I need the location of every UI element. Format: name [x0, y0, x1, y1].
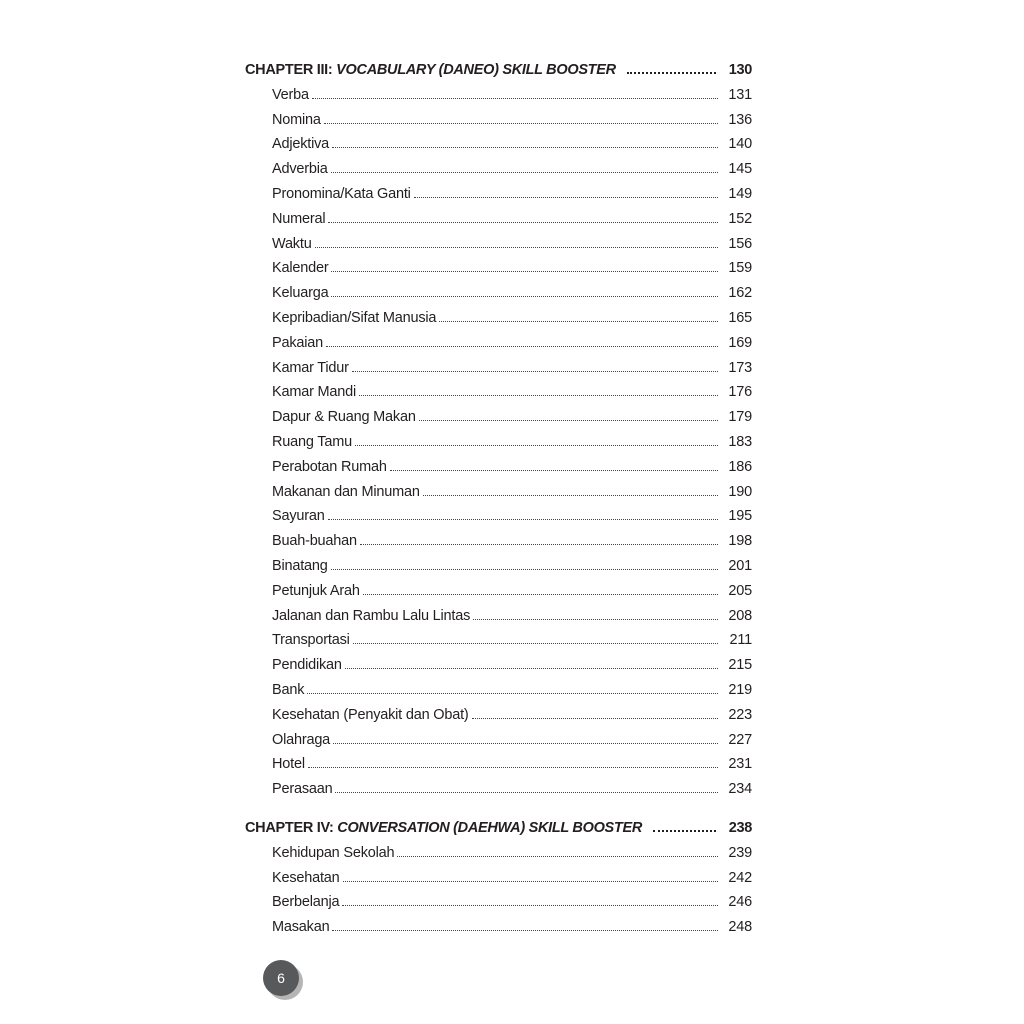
chapter-heading[interactable]: [245, 62, 752, 87]
dot-leader: [359, 395, 718, 396]
toc-entry[interactable]: [245, 732, 752, 757]
toc-entry[interactable]: [245, 434, 752, 459]
dot-leader: [324, 123, 718, 124]
toc-entry-page-number: 231: [728, 756, 752, 773]
toc-entry[interactable]: [245, 136, 752, 161]
page-number: 6: [263, 960, 299, 996]
dot-leader: [335, 792, 718, 793]
toc-entry-page-number: 145: [728, 161, 752, 178]
toc-entry-label: Pronomina/Kata Ganti: [272, 185, 411, 202]
toc-entry-label: Perasaan: [272, 781, 333, 798]
chapter-prefix: CHAPTER IV:: [245, 819, 338, 836]
toc-entry[interactable]: [245, 756, 752, 781]
dot-leader: [332, 930, 718, 931]
toc-entry-label: Adjektiva: [272, 136, 330, 153]
toc-entry[interactable]: [245, 657, 752, 682]
toc-entry-page-number: 201: [728, 557, 752, 574]
toc-entry[interactable]: [245, 508, 752, 533]
toc-entry-page-number: 198: [728, 533, 752, 550]
toc-entry[interactable]: [245, 211, 752, 236]
dot-leader: [326, 346, 718, 347]
dot-leader: [328, 519, 718, 520]
toc-entry-label: Kamar Mandi: [272, 384, 357, 401]
toc-entry-label: Berbelanja: [272, 894, 340, 911]
dot-leader: [331, 271, 718, 272]
chapter-name: CONVERSATION (DAEHWA) SKILL BOOSTER: [337, 819, 643, 836]
toc-entry-label: Makanan dan Minuman: [272, 483, 420, 500]
dot-leader: [423, 495, 718, 496]
dot-leader: [331, 296, 718, 297]
toc-entry-label: Keluarga: [272, 285, 329, 302]
toc-entry[interactable]: [245, 781, 752, 806]
toc-entry[interactable]: [245, 558, 752, 583]
toc-entry[interactable]: [245, 310, 752, 335]
dot-leader: [328, 222, 718, 223]
toc-entry[interactable]: [245, 845, 752, 870]
toc-entry-page-number: 159: [728, 260, 752, 277]
toc-entry-page-number: 242: [728, 869, 752, 886]
toc-entry-label: Dapur & Ruang Makan: [272, 409, 416, 426]
dot-leader: [343, 881, 718, 882]
toc-entry-label: Olahraga: [272, 731, 331, 748]
toc-entry[interactable]: [245, 161, 752, 186]
table-of-contents: [245, 62, 752, 944]
dot-leader: [355, 445, 718, 446]
dot-leader: [352, 371, 718, 372]
toc-entry[interactable]: [245, 236, 752, 261]
toc-entry-page-number: 173: [728, 359, 752, 376]
toc-entry-page-number: 176: [728, 384, 752, 401]
toc-entry-label: Pakaian: [272, 334, 323, 351]
dot-leader: [472, 718, 718, 719]
dot-leader: [414, 197, 718, 198]
toc-entry[interactable]: [245, 707, 752, 732]
dot-leader: [315, 247, 718, 248]
dot-leader: [345, 668, 718, 669]
toc-entry-page-number: 190: [728, 483, 752, 500]
dot-leader: [331, 569, 718, 570]
toc-entry-page-number: 169: [728, 334, 752, 351]
dot-leader: [439, 321, 718, 322]
toc-entry-label: Nomina: [272, 111, 321, 128]
toc-entry-label: Verba: [272, 86, 309, 103]
toc-entry-page-number: 179: [728, 409, 752, 426]
dot-leader: [627, 72, 716, 74]
chapter-title: [245, 62, 619, 78]
dot-leader: [363, 594, 718, 595]
dot-leader: [653, 830, 716, 832]
dot-leader: [353, 643, 718, 644]
toc-entry-page-number: 195: [728, 508, 752, 525]
toc-entry-label: Binatang: [272, 557, 328, 574]
toc-entry-label: Bank: [272, 681, 305, 698]
dot-leader: [331, 172, 718, 173]
toc-entry-page-number: 165: [728, 309, 752, 326]
toc-entry-label: Petunjuk Arah: [272, 582, 360, 599]
toc-entry-label: Jalanan dan Rambu Lalu Lintas: [272, 607, 471, 624]
toc-entry[interactable]: [245, 894, 752, 919]
toc-entry[interactable]: [245, 87, 752, 112]
toc-entry-page-number: 162: [728, 285, 752, 302]
dot-leader: [332, 147, 718, 148]
toc-entry-label: Kehidupan Sekolah: [272, 844, 395, 861]
chapter-title: [245, 820, 645, 836]
toc-entry[interactable]: [245, 632, 752, 657]
toc-entry-page-number: 149: [728, 185, 752, 202]
toc-entry-label: Pendidikan: [272, 657, 342, 674]
toc-entry-page-number: 208: [728, 607, 752, 624]
toc-entry-page-number: 131: [728, 86, 752, 103]
toc-entry-page-number: 136: [728, 111, 752, 128]
dot-leader: [342, 905, 718, 906]
dot-leader: [307, 693, 718, 694]
toc-entry-label: Transportasi: [272, 632, 350, 649]
chapter-page-number: 238: [728, 819, 752, 836]
toc-entry-label: Buah-buahan: [272, 533, 357, 550]
toc-entry-label: Masakan: [272, 919, 330, 936]
dot-leader: [419, 420, 718, 421]
chapter-heading[interactable]: [245, 820, 752, 845]
toc-entry-page-number: 186: [728, 458, 752, 475]
toc-entry[interactable]: [245, 335, 752, 360]
toc-entry-label: Hotel: [272, 756, 305, 773]
toc-entry-page-number: 219: [728, 681, 752, 698]
toc-entry-label: Waktu: [272, 235, 312, 252]
toc-entry-page-number: 248: [728, 919, 752, 936]
chapter-prefix: CHAPTER III:: [245, 62, 337, 78]
toc-entry-label: Perabotan Rumah: [272, 458, 387, 475]
toc-entry-label: Kesehatan (Penyakit dan Obat): [272, 706, 469, 723]
toc-entry-page-number: 246: [728, 894, 752, 911]
toc-entry[interactable]: [245, 608, 752, 633]
dot-leader: [397, 856, 718, 857]
toc-entry-page-number: 183: [728, 433, 752, 450]
toc-entry-page-number: 205: [728, 582, 752, 599]
toc-entry[interactable]: [245, 112, 752, 137]
toc-entry[interactable]: [245, 186, 752, 211]
dot-leader: [333, 743, 718, 744]
dot-leader: [312, 98, 718, 99]
toc-entry[interactable]: [245, 384, 752, 409]
toc-entry-label: Numeral: [272, 210, 326, 227]
dot-leader: [473, 619, 718, 620]
toc-entry-page-number: 152: [728, 210, 752, 227]
toc-entry-label: Kalender: [272, 260, 329, 277]
toc-entry[interactable]: [245, 870, 752, 895]
toc-entry[interactable]: [245, 260, 752, 285]
dot-leader: [360, 544, 718, 545]
dot-leader: [390, 470, 718, 471]
page-number-badge: [263, 960, 299, 996]
toc-entry[interactable]: [245, 484, 752, 509]
toc-entry-label: Kesehatan: [272, 869, 340, 886]
toc-entry-label: Sayuran: [272, 508, 325, 525]
toc-entry-page-number: 211: [729, 632, 752, 649]
toc-entry-page-number: 239: [728, 844, 752, 861]
toc-entry-page-number: 140: [728, 136, 752, 153]
toc-entry-label: Adverbia: [272, 161, 328, 178]
dot-leader: [308, 767, 718, 768]
toc-entry[interactable]: [245, 285, 752, 310]
toc-entry-page-number: 227: [728, 731, 752, 748]
toc-entry-label: Kamar Tidur: [272, 359, 349, 376]
toc-entry-label: Ruang Tamu: [272, 433, 352, 450]
toc-entry[interactable]: [245, 459, 752, 484]
toc-entry-page-number: 215: [728, 657, 752, 674]
chapter-page-number: 130: [728, 62, 752, 78]
toc-entry[interactable]: [245, 919, 752, 944]
toc-entry[interactable]: [245, 682, 752, 707]
toc-entry-page-number: 234: [728, 781, 752, 798]
toc-entry[interactable]: [245, 409, 752, 434]
toc-entry-page-number: 156: [728, 235, 752, 252]
chapter-name: VOCABULARY (DANEO) SKILL BOOSTER: [336, 62, 616, 78]
toc-entry[interactable]: [245, 533, 752, 558]
toc-entry-label: Kepribadian/Sifat Manusia: [272, 309, 437, 326]
toc-entry[interactable]: [245, 360, 752, 385]
toc-entry[interactable]: [245, 583, 752, 608]
toc-entry-page-number: 223: [728, 706, 752, 723]
